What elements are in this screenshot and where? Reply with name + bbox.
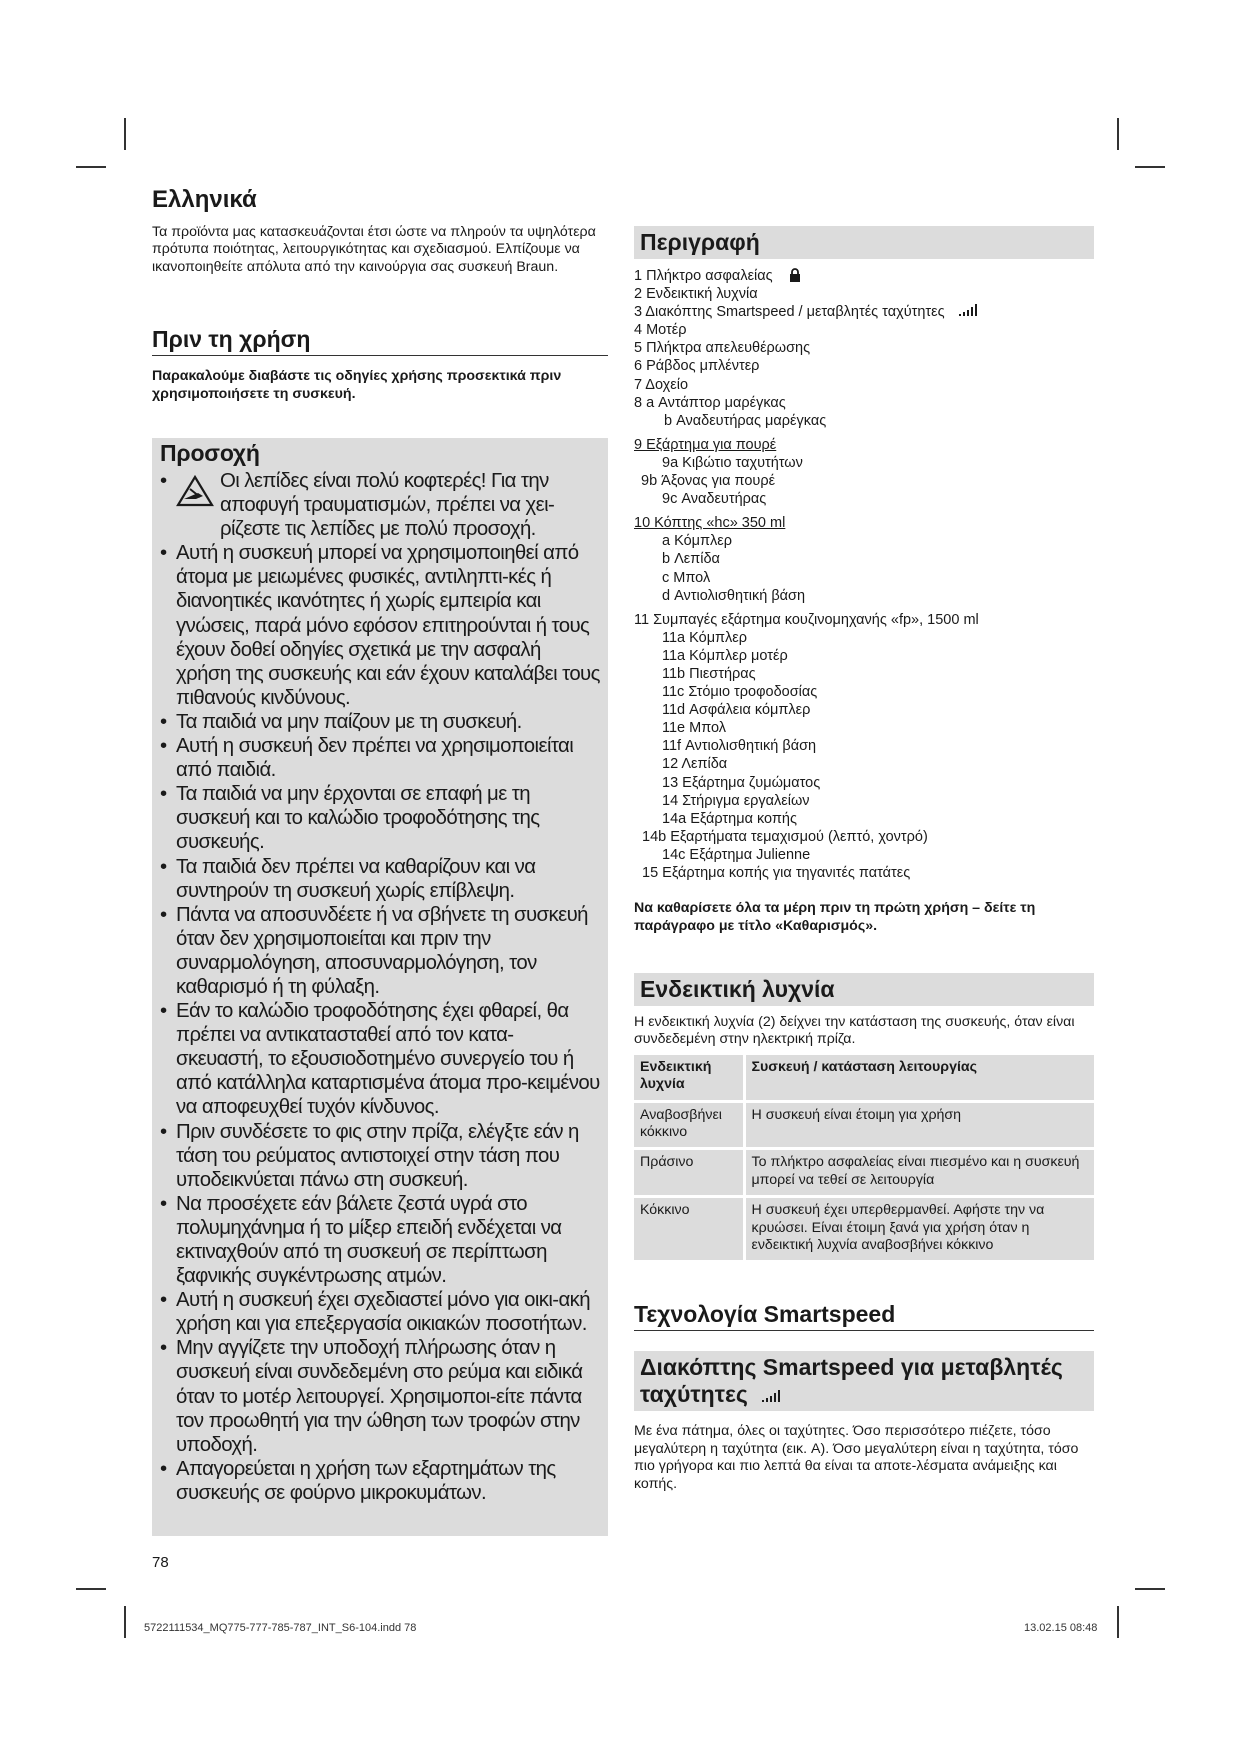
right-column xyxy=(634,226,1094,1493)
crop-mark xyxy=(124,118,126,150)
description-item: 10 Κόπτης «hc» 350 ml xyxy=(634,515,786,532)
description-heading: Περιγραφή xyxy=(634,226,1094,259)
table-row xyxy=(634,1149,1094,1197)
warning-box xyxy=(152,438,608,1536)
language-title: Ελληνικά xyxy=(152,186,257,213)
before-use-heading: Πριν τη χρήση xyxy=(152,326,608,356)
description-item: 7 Δοχείο xyxy=(634,376,689,393)
description-item: 11 Συμπαγές εξάρτημα κουζινομηχανής «fp», 1500 ml xyxy=(634,611,979,628)
description-item: 9a Κιβώτιο ταχυτήτων xyxy=(662,454,803,471)
table-row xyxy=(634,1101,1094,1149)
description-item: 8 a Αντάπτορ μαρέγκας xyxy=(634,394,786,411)
table-cell: Πράσινο xyxy=(634,1149,744,1197)
description-item: 4 Μοτέρ xyxy=(634,322,687,339)
description-item: 2 Ενδεικτική λυχνία xyxy=(634,286,758,303)
description-item: 5 Πλήκτρα απελευθέρωσης xyxy=(634,340,811,357)
table-cell: Το πλήκτρο ασφαλείας είναι πιεσμένο και η συσκευή μπορεί να τεθεί σε λειτουργία xyxy=(744,1149,1094,1197)
tech-heading: Τεχνολογία Smartspeed xyxy=(634,1301,1094,1331)
description-item: 14b Εξαρτήματα τεμαχισμού (λεπτό, χοντρό) xyxy=(642,828,928,845)
before-use-note: Παρακαλούμε διαβάστε τις οδηγίες χρήσης προσεκτικά πριν χρησιμοποιήσετε τη συσκευή. xyxy=(152,368,562,402)
page-number: 78 xyxy=(152,1554,169,1571)
warning-item: • Οι λεπίδες είναι πολύ κοφτερές! Για την αποφυγή τραυματισμών, πρέπει να χει-ρίζεστε τις λεπίδες με πολύ προσοχή. xyxy=(160,469,600,541)
clean-note: Να καθαρίσετε όλα τα μέρη πριν τη πρώτη χρήση – δείτε τη παράγραφο με τίτλο «Καθαρισμός». xyxy=(634,900,1036,934)
speed-bars-icon xyxy=(762,1390,782,1402)
crop-mark xyxy=(1135,1588,1165,1590)
description-item: 3 Διακόπτης Smartspeed / μεταβλητές ταχύτητες xyxy=(634,303,1094,321)
warning-item: • Μην αγγίζετε την υποδοχή πλήρωσης όταν η συσκευή είναι συνδεδεμένη στο ρεύμα και ειδικά όταν το μοτέρ λειτουργεί. Χρησιμοποι-είτε πάντα τον προωθητή για την ώθηση των τροφών στην υποδοχή. xyxy=(160,1336,600,1456)
description-item: b Αναδευτήρας μαρέγκας xyxy=(664,412,827,429)
table-header-cell: Ενδεικτική λυχνία xyxy=(634,1055,744,1101)
lock-icon xyxy=(789,268,801,282)
warning-list xyxy=(160,469,600,1505)
table-cell: Αναβοσβήνει κόκκινο xyxy=(634,1101,744,1149)
description-item: 11b Πιεστήρας xyxy=(662,665,756,682)
description-item: 11a Κόμπλερ μοτέρ xyxy=(662,647,788,664)
description-item: c Μπολ xyxy=(662,569,711,586)
table-row xyxy=(634,1197,1094,1262)
description-item: 11e Μπολ xyxy=(662,720,727,737)
speed-bars-icon xyxy=(959,304,979,316)
crop-mark xyxy=(1117,118,1119,150)
description-item: 13 Εξάρτημα ζυμώματος xyxy=(662,774,821,791)
warning-item: • Να προσέχετε εάν βάλετε ζεστά υγρά στο πολυμηχάνημα ή το μίξερ επειδή ενδέχεται να εκτιναχθούν από τη συσκευή σε περίπτωση ξαφνικής συγκέντρωσης ατμών. xyxy=(160,1192,600,1288)
crop-mark xyxy=(76,166,106,168)
description-item: 9 Εξάρτημα για πουρέ xyxy=(634,436,777,453)
warning-item: • Τα παιδιά να μην παίζουν με τη συσκευή. xyxy=(160,710,600,734)
description-item: a Κόμπλερ xyxy=(662,533,732,550)
footer-date: 13.02.15 08:48 xyxy=(1024,1622,1098,1634)
indicator-intro: Η ενδεικτική λυχνία (2) δείχνει την κατάσταση της συσκευής, όταν είναι συνδεδεμένη στην ηλεκτρική πρίζα. xyxy=(634,1013,1075,1048)
crop-mark xyxy=(76,1588,106,1590)
description-item: 14a Εξάρτημα κοπής xyxy=(662,810,797,827)
description-item: 14 Στήριγμα εργαλείων xyxy=(662,792,810,809)
table-cell: Η συσκευή είναι έτοιμη για χρήση xyxy=(744,1101,1094,1149)
warning-title: Προσοχή xyxy=(160,440,260,466)
description-item: 11a Κόμπλερ xyxy=(662,629,748,646)
description-item: 6 Ράβδος μπλέντερ xyxy=(634,358,760,375)
crop-mark xyxy=(1135,166,1165,168)
description-item: 11c Στόμιο τροφοδοσίας xyxy=(662,684,818,701)
warning-item: • Τα παιδιά δεν πρέπει να καθαρίζουν και να συντηρούν τη συσκευή χωρίς επίβλεψη. xyxy=(160,855,600,903)
description-item: 11d Ασφάλεια κόμπλερ xyxy=(662,702,811,719)
table-header-row xyxy=(634,1055,1094,1101)
warning-item: • Τα παιδιά να μην έρχονται σε επαφή με τη συσκευή και το καλώδιο τροφοδότησης της συσκευής. xyxy=(160,782,600,854)
switch-heading: Διακόπτης Smartspeed για μεταβλητές ταχύτητες xyxy=(634,1351,1094,1411)
warning-item: • Αυτή η συσκευή δεν πρέπει να χρησιμοποιείται από παιδιά. xyxy=(160,734,600,782)
warning-item: • Πριν συνδέσετε το φις στην πρίζα, ελέγξτε εάν η τάση του ρεύματος αντιστοιχεί στην τάση που υποδεικνύεται πάνω στη συσκευή. xyxy=(160,1120,600,1192)
warning-item: • Πάντα να αποσυνδέετε ή να σβήνετε τη συσκευή όταν δεν χρησιμοποιείται και πριν την συναρμολόγηση, αποσυναρμολόγηση, τον καθαρισμό ή τη φύλαξη. xyxy=(160,903,600,999)
warning-item: • Αυτή η συσκευή μπορεί να χρησιμοποιηθεί από άτομα με μειωμένες φυσικές, αντιληπτι-κές ή διανοητικές ικανότητες ή χωρίς εμπειρία και γνώσεις, παρά μόνο εφόσον επιτηρούνται ή τους έχουν δοθεί οδηγίες σχετικά με την ασφαλή χρήση της συσκευής και εάν έχουν καταλάβει τους πιθανούς κινδύνους. xyxy=(160,541,600,710)
description-item: 12 Λεπίδα xyxy=(662,756,728,773)
indicator-table xyxy=(634,1055,1094,1264)
description-item: d Αντιολισθητική βάση xyxy=(662,587,806,604)
table-header-cell: Συσκευή / κατάσταση λειτουργίας xyxy=(744,1055,1094,1101)
description-item: 9c Αναδευτήρας xyxy=(662,491,767,508)
description-item: 15 Εξάρτημα κοπής για τηγανιτές πατάτες xyxy=(642,865,911,881)
table-cell: Κόκκινο xyxy=(634,1197,744,1262)
crop-mark xyxy=(124,1606,126,1638)
warning-item: • Εάν το καλώδιο τροφοδότησης έχει φθαρεί, θα πρέπει να αντικατασταθεί από τον κατα-σκευαστή, το εξουσιοδοτημένο συνεργείο του ή από κατάλληλα καταρτισμένα άτομα προ-κειμένου να αποφευχθεί τυχόν κίνδυνος. xyxy=(160,999,600,1119)
description-list xyxy=(634,267,1094,882)
description-item: 14c Εξάρτημα Julienne xyxy=(662,846,811,863)
left-column xyxy=(152,186,608,403)
hand-hazard-icon xyxy=(176,475,214,507)
warning-item: • Αυτή η συσκευή έχει σχεδιαστεί μόνο για οικι-ακή χρήση και για επεξεργασία οικιακών ποσοτήτων. xyxy=(160,1288,600,1336)
description-item: 9b Άξονας για πουρέ xyxy=(641,473,776,490)
switch-text: Με ένα πάτημα, όλες οι ταχύτητες. Όσο περισσότερο πιέζετε, τόσο μεγαλύτερη η ταχύτητα (εικ. A). Όσο μεγαλύτερη είναι η ταχύτητα, τόσο πιο γρήγορα και πιο λεπτά θα είναι τα αποτε-λέσματα ανάμειξης και κοπής. xyxy=(634,1423,1079,1492)
table-cell: Η συσκευή έχει υπερθερμανθεί. Αφήστε την να κρυώσει. Είναι έτοιμη ξανά για χρήση όταν η ενδεικτική λυχνία αναβοσβήνει κόκκινο xyxy=(744,1197,1094,1262)
description-item: 1 Πλήκτρο ασφαλείας xyxy=(634,267,1094,285)
footer-file: 5722111534_MQ775-777-785-787_INT_S6-104.indd 78 xyxy=(144,1622,417,1634)
intro-text: Τα προϊόντα μας κατασκευάζονται έτσι ώστε να πληρούν τα υψηλότερα πρότυπα ποιότητας, λειτουργικότητας και σχεδιασμού. Ελπίζουμε να ικανοποιηθείτε απόλυτα από την καινούργια σας συσκευή Braun. xyxy=(152,224,596,275)
indicator-heading: Ενδεικτική λυχνία xyxy=(634,973,1094,1006)
description-item: 11f Αντιολισθητική βάση xyxy=(662,738,817,755)
description-item: b Λεπίδα xyxy=(662,551,720,568)
warning-item: • Απαγορεύεται η χρήση των εξαρτημάτων της συσκευής σε φούρνο μικροκυμάτων. xyxy=(160,1457,600,1505)
crop-mark xyxy=(1117,1606,1119,1638)
